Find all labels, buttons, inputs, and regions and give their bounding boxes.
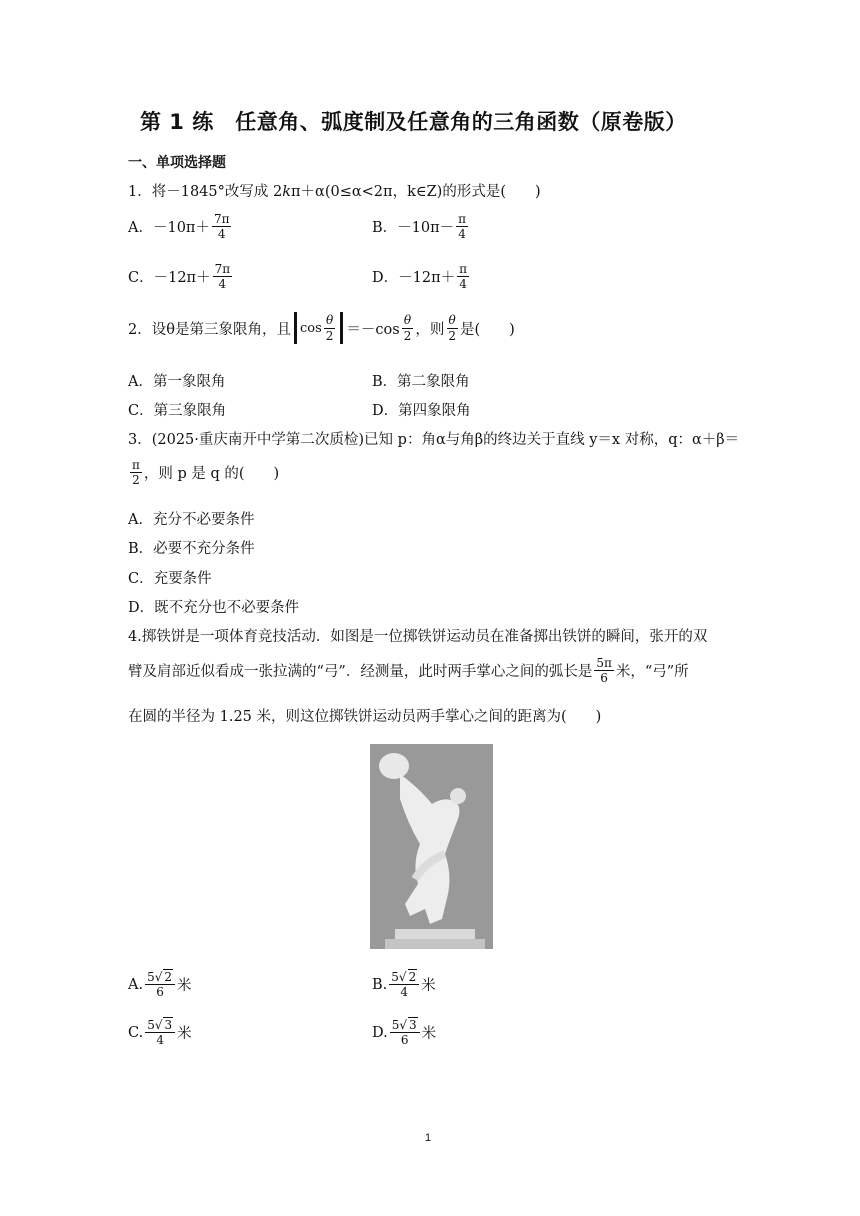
question-4-line3: 在圆的半径为 1.25 米，则这位掷铁饼运动员两手掌心之间的距离为( ): [128, 709, 602, 725]
question-1-stem: 1．将－1845°改写成 2kπ＋α(0≤α<2π，k∈Z)的形式是( ): [128, 184, 541, 200]
section-heading: 一、单项选择题: [128, 155, 226, 171]
question-2-option-c[interactable]: C．第三象限角: [128, 403, 227, 419]
page-number: 1: [425, 1132, 432, 1144]
question-4-option-d[interactable]: D. $\frac{5√ 3}{6}$ 米: [372, 1018, 437, 1048]
question-1-option-c[interactable]: C．－12π＋ $\frac{7\pi}{4}$: [128, 262, 231, 292]
question-2-option-a[interactable]: A．第一象限角: [128, 374, 226, 390]
question-4-option-c[interactable]: C. $\frac{5√ 3}{4}$ 米: [128, 1018, 192, 1048]
question-2-option-d[interactable]: D．第四象限角: [372, 403, 471, 419]
question-4-line1: 4.掷铁饼是一项体育竞技活动．如图是一位掷铁饼运动员在准备掷出铁饼的瞬间，张开的双: [128, 629, 708, 645]
question-3-stem-line1: 3．(2025·重庆南开中学第二次质检)已知 p：角α与角β的终边关于直线 y＝x 对称，q：α＋β＝: [128, 432, 740, 448]
question-1-option-a[interactable]: A．－10π＋ $\frac{7\pi}{4}$: [128, 212, 230, 242]
question-1-option-d[interactable]: D．－12π＋ $\frac{\pi}{4}$: [372, 262, 467, 292]
question-3-option-a[interactable]: A．充分不必要条件: [128, 512, 255, 528]
question-1-option-b[interactable]: B．－10π－ $\frac{\pi}{4}$: [372, 212, 467, 242]
question-3-option-c[interactable]: C．充要条件: [128, 571, 212, 587]
discus-thrower-image: [370, 744, 493, 949]
question-2-stem: 2．设θ是第三象限角，且 cos $\frac{\theta}{2}$ ＝－cos $\frac{\theta}{2}$ ，则 $\frac{\theta}{2}$ 是( ): [128, 313, 515, 343]
abs-bar-right: [340, 312, 343, 344]
question-2-option-b[interactable]: B．第二象限角: [372, 374, 470, 390]
question-3-option-b[interactable]: B．必要不充分条件: [128, 541, 255, 557]
abs-bar-left: [294, 312, 297, 344]
question-4-option-b[interactable]: B. $\frac{5√ 2}{4}$ 米: [372, 970, 436, 1000]
page-title: 第 1 练 任意角、弧度制及任意角的三角函数（原卷版）: [140, 110, 687, 134]
question-4-option-a[interactable]: A. $\frac{5√ 2}{6}$ 米: [128, 970, 192, 1000]
question-3-stem-line2: $\frac{\pi}{2}$ ，则 p 是 q 的( ): [132, 458, 280, 488]
question-4-line2: 臂及肩部近似看成一张拉满的“弓”．经测量，此时两手掌心之间的弧长是 $\frac{5\pi}{6}$ 米，“弓”所: [128, 656, 689, 686]
question-3-option-d[interactable]: D．既不充分也不必要条件: [128, 600, 300, 616]
